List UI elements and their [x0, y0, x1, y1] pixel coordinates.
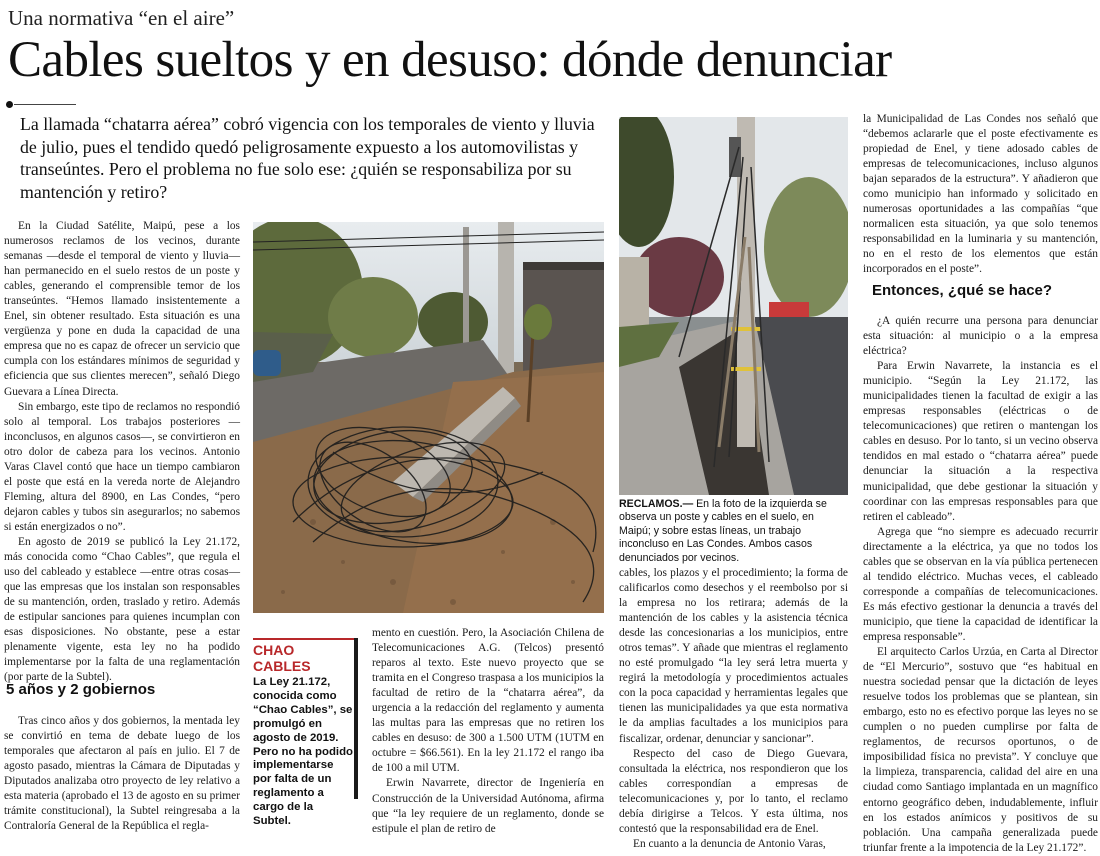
- lead-paragraph: La llamada “chatarra aérea” cobró vigencia con los temporales de viento y lluvia de julio, pues el tendido quedó peligrosamente expuesto a los automovilistas y transeúntes. Pero el problema no fue solo ese: ¿quién se responsabiliza por su mantención y retiro?: [20, 114, 595, 202]
- col3-paragraph-1: cables, los plazos y el procedimiento; la forma de calificarlos como desechos y el reembolso por si la empresa no los retirara; además de la mantención de los cables y la asistencia técnica desde las concesionarias a los municipios, entre otros temas”. Y añade que mientras el reglamento no esté promulgado “la ley será letra muerta y regirá la metodología y procedimientos actuales con la poca capacidad y herramientas legales que tienen las municipalidades ya que esta normativa le da amplias facultades a los municipios para fiscalizar, ordenar, denunciar y sancionar”.: [619, 567, 848, 745]
- photo-unfinished-pole: [619, 117, 848, 495]
- callout-body: La Ley 21.172, conocida como “Chao Cables”, se promulgó en agosto de 2019. Pero no ha podido implementarse por falta de un reglamento a cargo de la Subtel.: [253, 676, 353, 828]
- subhead-what-to-do: Entonces, ¿qué se hace?: [872, 282, 1053, 299]
- col1-paragraph-1: En la Ciudad Satélite, Maipú, pese a los numerosos reclamos de los vecinos, durante semanas —desde el temporal de viento y lluvia— han permanecido en el suelo restos de un poste y cables, generando el comprensible temor de los transeúntes. “Hemos llamado insistentemente a Enel, sin obtener resultado. Esta situación es una vergüenza y pone en duda la capacidad de una empresa que no es capaz de ofrecer un servicio que cumpla con los estándares mínimos de seguridad y eficiencia que sus clientes merecen”, señaló Diego Guevara a Línea Directa.: [4, 220, 240, 398]
- photo-fallen-pole: [253, 222, 604, 613]
- rule-dot: [6, 101, 13, 108]
- column-3: [619, 566, 848, 852]
- col3-paragraph-3: En cuanto a la denuncia de Antonio Varas,: [633, 837, 826, 850]
- col4-paragraph-4: Agrega que “no siempre es adecuado recurrir directamente a la eléctrica, ya que no todos los cables que se observan en la vía pública pertenecen al tendido eléctrico. Muchas veces, el cableado corresponde a compañías de telecomunicaciones. Es más efectivo gestionar la denuncia a través del municipio, que tiene la capacidad de identificar la empresa responsable”.: [863, 525, 1098, 643]
- column-2: [372, 626, 604, 837]
- column-4-continued: [863, 314, 1098, 856]
- col2-paragraph-1: mento en cuestión. Pero, la Asociación Chilena de Telecomunicaciones A.G. (Telcos) presentó reparos al texto. Este nuevo proyecto que se tramita en el Congreso traspasa a los municipios la facultad de retiro de la “chatarra aérea”, da urgencia a la redacción del reglamento y aumenta las multas para las empresas que no retiren los cables en desuso: de 300 a 1.500 UTM (1UTM en octubre = $66.561). En la ley 21.172 el rango iba de 100 a mil UTM.: [372, 627, 604, 775]
- col4-paragraph-2: ¿A quién recurre una persona para denunciar esta situación: al municipio o a la empresa eléctrica?: [863, 315, 1098, 358]
- col1-paragraph-4: Tras cinco años y dos gobiernos, la mentada ley se convirtió en tema de debate luego de los temporales que afectaron al país en julio. El 7 de agosto pasado, mientras la Cámara de Diputadas y Diputados analizaba otro proyecto de ley relativo a esta materia (aprobado el 13 de agosto en su primer trámite constitucional), la Subtel reingresaba a la Contraloría General de la República el regla-: [4, 715, 240, 833]
- caption-label: RECLAMOS.—: [619, 498, 694, 510]
- col4-paragraph-1: la Municipalidad de Las Condes nos señaló que “debemos aclararle que el poste efectivamente es propiedad de Enel, y tiene adosado cables de empresas de telecomunicaciones, incluso algunos bajan separados de la estructura”. Y añadieron que como municipio han informado y solicitado en numerosas oportunidades a las compañías “que normalicen esta situación, ya que solo tenemos responsabilidad en la luminaria y su mantención, no en el resto de los elementos que están incorporados en el poste”.: [863, 113, 1098, 276]
- subhead-years: 5 años y 2 gobiernos: [6, 681, 156, 698]
- photo-caption: [619, 498, 848, 565]
- fallen-pole-illustration: [253, 222, 604, 613]
- col4-paragraph-5: El arquitecto Carlos Urzúa, en Carta al Director de “El Mercurio”, sostuvo que “es habitual en nuestra sociedad pensar que la dictación de leyes resuelve todos los problemas que se plantean, sin embargo, esto no es efectivo porque las leyes no se cumplen o no pueden cumplirse por falta de reglamentos, de recursos oportunos, o de imposibilidad física no prevista”. Y concluye que la limpieza, transparencia, calidad del aire en una ciudad como Santiago implantada en un magnífico entorno geográfico deben, indudablemente, influir en los estados anímicos y positivos de su población. Una campaña generalizada puede triunfar frente a la impotencia de la Ley 21.172”.: [863, 646, 1098, 854]
- unfinished-pole-illustration: [619, 117, 848, 495]
- callout-title: CHAO CABLES: [253, 638, 354, 674]
- column-1: [4, 219, 240, 685]
- caption-text: En la foto de la izquierda se observa un poste y cables en el suelo, en Maipú; y sobre estas líneas, un trabajo inconcluso en Las Condes. Ambos casos denunciados por vecinos.: [619, 498, 827, 564]
- col4-paragraph-3: Para Erwin Navarrete, la instancia es el municipio. “Según la Ley 21.172, las municipalidades tienen la facultad de exigir a las empresas responsables (eléctricas o de telecomunicaciones) que retiren o mantengan los cables en desuso. Por lo tanto, si un vecino observa tendidos en mal estado o “chatarra aérea” puede denunciar la situación a la respectiva municipalidad, que debe gestionar la situación y coordinar con las empresas responsables para que retiren el cableado”.: [863, 360, 1098, 523]
- headline: Cables sueltos y en desuso: dónde denunciar: [8, 32, 892, 88]
- kicker: Una normativa “en el aire”: [8, 6, 235, 30]
- callout-box: [253, 638, 358, 828]
- col1-paragraph-2: Sin embargo, este tipo de reclamos no respondió solo al temporal. Los trabajos posteriores —inconclusos, en algunos casos—, se convirtieron en otro dolor de cabeza para los vecinos. Antonio Varas Clavel contó que hace un tiempo cambiaron el poste que está en la vereda norte de Alejandro Fleming, altura del 8900, en Las Condes, “pero dejaron cables y tubos sin asegurarlos; no sabemos si están energizados o no”.: [4, 400, 240, 533]
- rule-line: [14, 104, 76, 105]
- col1-paragraph-3: En agosto de 2019 se publicó la Ley 21.172, más conocida como “Chao Cables”, que regula el uso del cableado y establece —entre otras cosas— que las empresas que los instalan son responsables de su mantención, orden, traslado y retiro. Además de estipular sanciones para quienes incumplan con esas disposiciones. No obstante, pese a estar plenamente vigente, esta ley no ha podido implementarse por la falta de una reglamentación (por parte de la Subtel).: [4, 535, 240, 684]
- column-4: [863, 112, 1098, 278]
- col3-paragraph-2: Respecto del caso de Diego Guevara, consultada la eléctrica, nos respondieron que los cables correspondían a empresas de telecomunicaciones y, por lo tanto, el reclamo debía dirigirse a Telcos. Y esta última, nos contestó que la responsabilidad era de Enel.: [619, 747, 848, 835]
- column-1-continued: [4, 714, 240, 834]
- col2-paragraph-2: Erwin Navarrete, director de Ingeniería en Construcción de la Universidad Autónoma, afirma que “la ley requiere de un reglamento, donde se estipule el plan de retiro de: [372, 777, 604, 835]
